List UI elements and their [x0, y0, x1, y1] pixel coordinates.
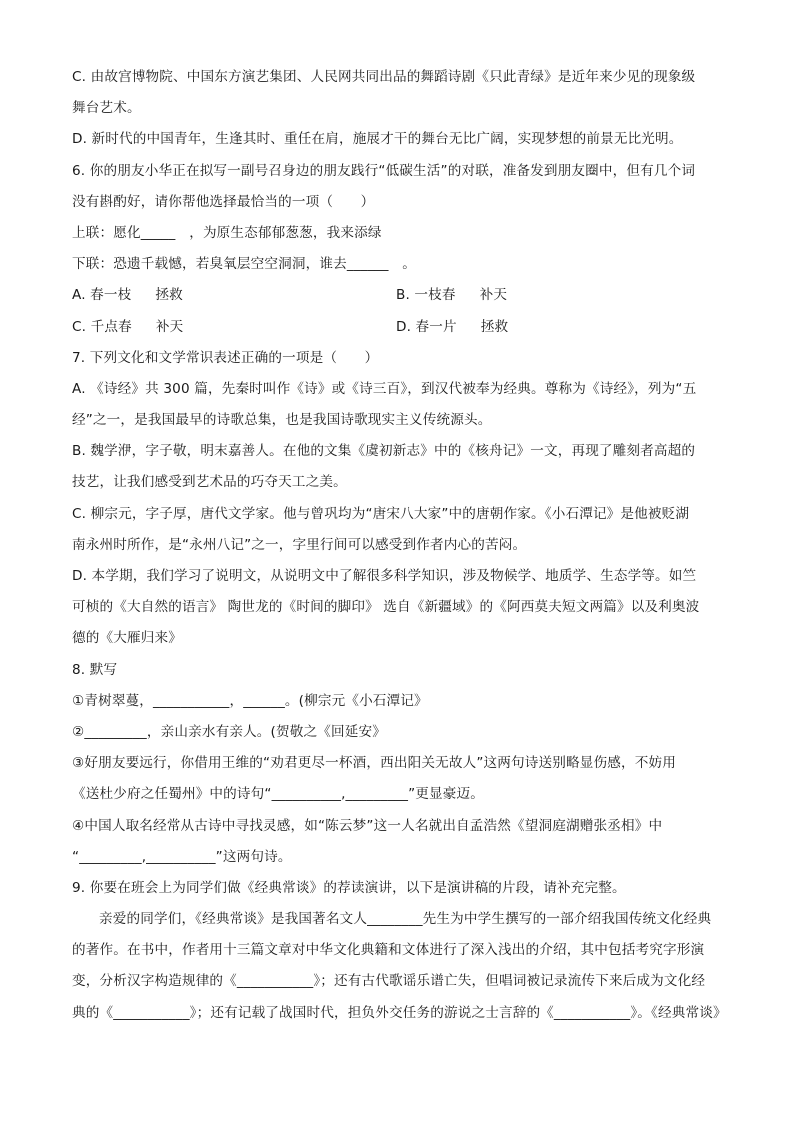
q9-stem: 9. 你要在班会上为同学们做《经典常谈》的荐读演讲，以下是演讲稿的片段，请补充完整。: [72, 879, 626, 896]
q6-options-row2: [72, 312, 727, 343]
q6-upper-couplet: 上联：愿化_____ ，为原生态郁郁葱葱，我来添绿: [72, 224, 382, 241]
q6-lower-couplet: 下联：恐遗千载憾，若臭氧层空空洞洞，谁去______ 。: [72, 256, 417, 273]
q6-option-d-label: D. 春一片: [396, 318, 457, 335]
q6-option-b-value: 补天: [479, 287, 508, 304]
q8-item-2: ②_________，亲山亲水有亲人。(贺敬之《回延安》: [72, 723, 386, 740]
q6-option-a-value: 拯救: [155, 287, 183, 304]
q6-option-b: [396, 280, 507, 311]
q6-option-b-label: B. 一枝春: [396, 287, 456, 304]
q7-option-d-line3: 德的《大雁归来》: [72, 630, 182, 647]
q5-option-d: D. 新时代的中国青年，生逢其时、重任在肩，施展才干的舞台无比广阔，实现梦想的前景无比光明。: [72, 131, 683, 148]
q7-option-c-line2: 南永州时所作，是“永州八记”之一，字里行间可以感受到作者内心的苦闷。: [72, 536, 527, 553]
q6-option-a: [72, 280, 183, 311]
q9-speech-line2: 的著作。在书中，作者用十三篇文章对中华文化典籍和文体进行了深入浅出的介绍，其中包括考究字形演: [72, 942, 705, 959]
q8-stem: 8. 默写: [72, 661, 118, 678]
q9-speech-line1: 亲爱的同学们，《经典常谈》是我国著名文人________先生为中学生撰写的一部介绍我国传统文化经典: [99, 911, 712, 928]
q6-option-d: [396, 312, 508, 343]
q6-option-c-label: C. 千点春: [72, 318, 132, 335]
document-page: [72, 62, 727, 1029]
q6-stem-line2: 没有斟酌好，请你帮他选择最恰当的一项（ ）: [72, 193, 375, 210]
q6-option-d-value: 拯救: [480, 318, 509, 335]
q9-speech-line3: 变，分析汉字构造规律的《___________》；还有古代歌谣乐谱亡失，但唱词被记录流传下来后成为文化经: [72, 973, 706, 990]
q7-option-a-line1: A. 《诗经》共 300 篇，先秦时叫作《诗》或《诗三百》，到汉代被奉为经典。尊称为《诗经》，列为“五: [72, 380, 697, 397]
q5-option-c-line1: C. 由故宫博物院、中国东方演艺集团、人民网共同出品的舞蹈诗剧《只此青绿》是近年来少见的现象级: [72, 69, 696, 85]
q6-option-c: [72, 312, 183, 343]
q6-stem-line1: 6. 你的朋友小华正在拟写一副号召身边的朋友践行“低碳生活”的对联，准备发到朋友圈中，但有几个词: [72, 162, 696, 179]
q9-speech-line4: 典的《___________》；还有记载了战国时代，担负外交任务的游说之士言辞的《___________》。《经典常谈》: [72, 1004, 727, 1021]
q7-option-a-line2: 经”之一，是我国最早的诗歌总集，也是我国诗歌现实主义传统源头。: [72, 412, 492, 429]
q7-option-b-line2: 技艺，让我们感受到艺术品的巧夺天工之美。: [72, 474, 347, 491]
q6-option-c-value: 补天: [155, 318, 184, 335]
q8-item-3-line2: 《送杜少府之任蜀州》中的诗句“__________,_________”更显豪迈。: [72, 786, 484, 803]
q8-item-4-line1: ④中国人取名经常从古诗中寻找灵感，如“陈云梦”这一人名就出自孟浩然《望洞庭湖赠张丞相》中: [72, 817, 663, 834]
q7-option-d-line2: 可桢的《大自然的语言》 陶世龙的《时间的脚印》 选自《新疆域》的《阿西莫夫短文两篇》以及利奥波: [72, 599, 700, 616]
q7-option-d-line1: D. 本学期，我们学习了说明文，从说明文中了解很多科学知识，涉及物候学、地质学、生态学等。如竺: [72, 568, 697, 584]
q6-option-a-label: A. 春一枝: [72, 287, 132, 304]
q7-option-b-line1: B. 魏学洢，字子敬，明末嘉善人。在他的文集《虞初新志》中的《核舟记》一文，再现了雕刻者高超的: [72, 443, 696, 460]
q8-item-3-line1: ③好朋友要远行，你借用王维的“劝君更尽一杯酒，西出阳关无故人”这两句诗送别略显伤感，不妨用: [72, 755, 676, 772]
q5-option-c-line2: 舞台艺术。: [72, 100, 141, 117]
q8-item-1: ①青树翠蔓，___________，______。(柳宗元《小石潭记》: [72, 692, 428, 709]
q6-options-row1: [72, 280, 727, 311]
q8-item-4-line2: “_________,__________”这两句诗。: [72, 848, 292, 865]
q7-option-c-line1: C. 柳宗元，字子厚，唐代文学家。他与曾巩均为“唐宋八大家”中的唐朝作家。《小石潭记》是他被贬湖: [72, 505, 690, 522]
q7-stem: 7. 下列文化和文学常识表述正确的一项是（ ）: [72, 349, 379, 366]
